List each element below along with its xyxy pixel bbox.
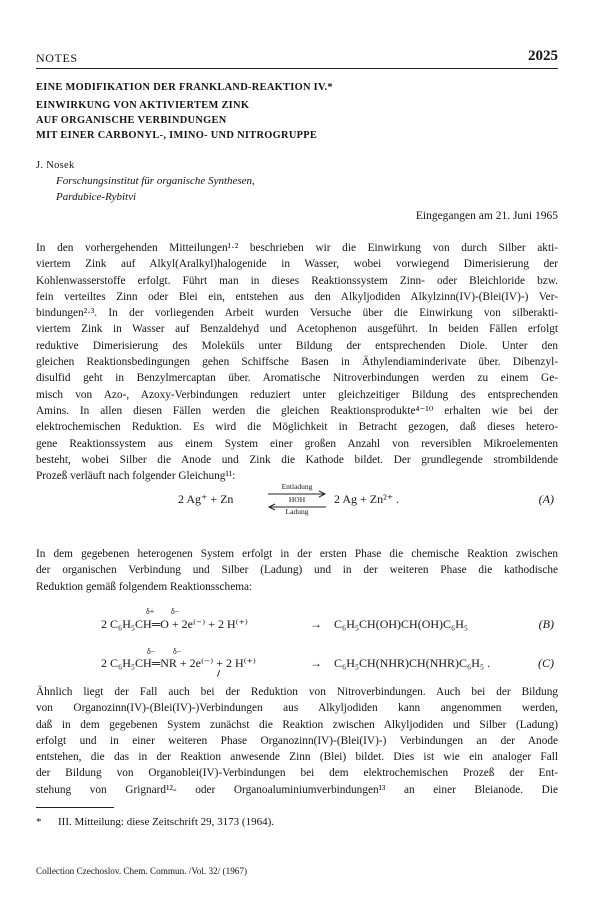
paragraph-3	[36, 684, 558, 798]
text-line: Prozeß verläuft nach folgender Gleichung¹¹:	[36, 470, 236, 483]
text-line: In dem gegebenen heterogenen System erfolgt in der ersten Phase die chemische Reaktion zwischen	[36, 548, 558, 560]
text-line: fein verteiltes Zinn oder Blei ein, entstehen aus den Alkyljodiden Alkylzinn(IV)-(Blei(IV)-) Ver-	[36, 290, 558, 303]
partial-charge-carbon: δ−	[147, 647, 156, 656]
institution-line-1: Forschungsinstitut für organische Synthesen,	[56, 175, 255, 187]
equation-a-rhs: 2 Ag + Zn²⁺ .	[334, 492, 400, 506]
arrow-label-discharge: Entladung	[281, 482, 313, 491]
text-line: der organischen Verbindung und Silber (Ladung) und in der weiteren Phase die kathodische	[36, 564, 558, 577]
text-line: In den vorhergehenden Mitteilungen¹·² beschrieben wir die Einwirkung von durch Silber akti-	[36, 242, 558, 254]
partial-charge-minus: δ−	[171, 607, 180, 616]
arrow-label-charge: Ladung	[285, 507, 309, 516]
equation-a-label: (A)	[538, 492, 554, 506]
page-header	[36, 47, 558, 67]
equation-c-lhs: 2 C₆H₅CH═NR + 2e⁽⁻⁾ + 2 H⁽⁺⁾	[101, 656, 256, 670]
text-line: bindungen²·³. In der vorliegenden Arbeit wurden Versuche über die Einwirkung von silberakti-	[36, 307, 558, 320]
received-date: Eingegangen am 21. Juni 1965	[415, 210, 558, 222]
text-line: viertem Zink in Wasser auf Benzaldehyd und Acetophenon ausgeführt. In beiden Fällen erfolgt	[36, 323, 558, 336]
footnote-rule	[36, 807, 114, 808]
text-line: Ähnlich liegt der Fall auch bei der Reduktion von Nitroverbindungen. Auch bei der Bildung	[36, 686, 558, 698]
page-number: 2025	[528, 48, 558, 64]
equation-b-rhs: C₆H₅CH(OH)CH(OH)C₆H₅	[334, 617, 469, 631]
text-line: gene Reaktionssystem aus einem System einer großen Anzahl von reversiblen Mikroelementen	[36, 437, 558, 450]
text-line: Kohlenwasserstoffe erfolgt. Führt man in dieses Reaktionssystem Zinn- oder Bleichloride bzw.	[36, 274, 558, 287]
institution-line-2: Pardubice-Rybitvi	[56, 191, 137, 203]
text-line: viertem Zink auf Alkyl(Aralkyl)halogenide in Wasser, wobei vorwiegend Dimerisierung der	[36, 258, 558, 271]
text-line: von Organozinn(IV)-(Blei(IV)-)Verbindungen aus Alkyljodiden kann angenommen werden,	[36, 702, 558, 715]
text-line: reduktive Dimerisierung des Moleküls unter Bildung der entsprechenden Diole. Unter den	[36, 339, 558, 352]
title-line-4: MIT EINER CARBONYL-, IMINO- UND NITROGRUPPE	[36, 130, 318, 141]
text-line: erfolgt und in einer weiteren Phase Organozinn(IV)-(Blei(IV)-) Verbindungen an der Anode	[36, 734, 558, 747]
text-line: daß in dem gegebenen System zunächst die Reaktion zwischen Alkyljodiden und Silber (Ladung)	[36, 718, 558, 731]
equation-a-lhs: 2 Ag⁺ + Zn	[178, 492, 234, 506]
text-line: misch von Azo-, Azoxy-Verbindungen reduziert unter gleichzeitiger Bildung des entsprechenden	[36, 388, 558, 401]
text-line: besteht, wobei Silber die Anode und Zink die Kathode bildet. Der grundlegende strombildende	[36, 453, 558, 466]
text-line: entstehen, die das in der Reaktion anwesende Zinn (Blei) bildet. Dies ist wie ein analoger Fall	[36, 751, 558, 764]
equation-b-label: (B)	[538, 617, 554, 631]
equation-c-label: (C)	[538, 656, 554, 670]
partial-charge-plus: δ+	[146, 607, 155, 616]
equilibrium-arrow	[266, 484, 328, 514]
section-label: NOTES	[36, 51, 78, 65]
footnote: * III. Mitteilung: diese Zeitschrift 29, 3173 (1964).	[36, 816, 274, 828]
paragraph-2	[36, 546, 558, 595]
title-line-1: EINE MODIFIKATION DER FRANKLAND-REAKTION IV.*	[36, 82, 333, 93]
stray-mark	[217, 670, 220, 677]
text-line: elektrochemischen Reduktion. Es wird die Möglichkeit in Betracht gezogen, daß dieses hetero-	[36, 421, 558, 434]
author-name: J. Nosek	[36, 160, 75, 171]
equation-b-lhs: 2 C₆H₅CH═O + 2e⁽⁻⁾ + 2 H⁽⁺⁾	[101, 617, 248, 631]
text-line: der Bildung von Organoblei(IV)-Verbindungen bei dem elektrochemischen Prozeß der Ent-	[36, 767, 558, 780]
header-rule	[36, 68, 558, 69]
equation-c-rhs: C₆H₅CH(NHR)CH(NHR)C₆H₅ .	[334, 656, 491, 670]
text-line: stehung von Grignard¹²- oder Organoaluminiumverbindungen¹³ an einer Bleianode. Die	[36, 783, 558, 796]
equation-b-arrow: →	[310, 617, 322, 631]
equation-c-arrow: →	[310, 656, 322, 670]
text-line: Reduktion gemäß folgendem Reaktionsschema:	[36, 580, 253, 593]
text-line: Amins. In allen diesen Fällen werden die gleichen Reaktionsprodukte⁴⁻¹⁰ erhalten wie bei der	[36, 404, 558, 417]
title-line-2: EINWIRKUNG VON AKTIVIERTEM ZINK	[36, 100, 250, 111]
paragraph-1	[36, 240, 558, 484]
title-line-3: AUF ORGANISCHE VERBINDUNGEN	[36, 115, 227, 126]
journal-footer: Collection Czechoslov. Chem. Commun. /Vol. 32/ (1967)	[36, 866, 248, 876]
arrow-label-water: HOH	[288, 495, 306, 504]
text-line: disulfid geht in Benzylmercaptan über. Aromatische Nitroverbindungen werden zu einem Ge-	[36, 372, 558, 385]
text-line: gleichen Reaktionsbedingungen gehen Schiffsche Basen in Äthylendiaminderivate über. Dibenzyl-	[36, 356, 558, 369]
partial-charge-nitrogen: δ−	[173, 647, 182, 656]
